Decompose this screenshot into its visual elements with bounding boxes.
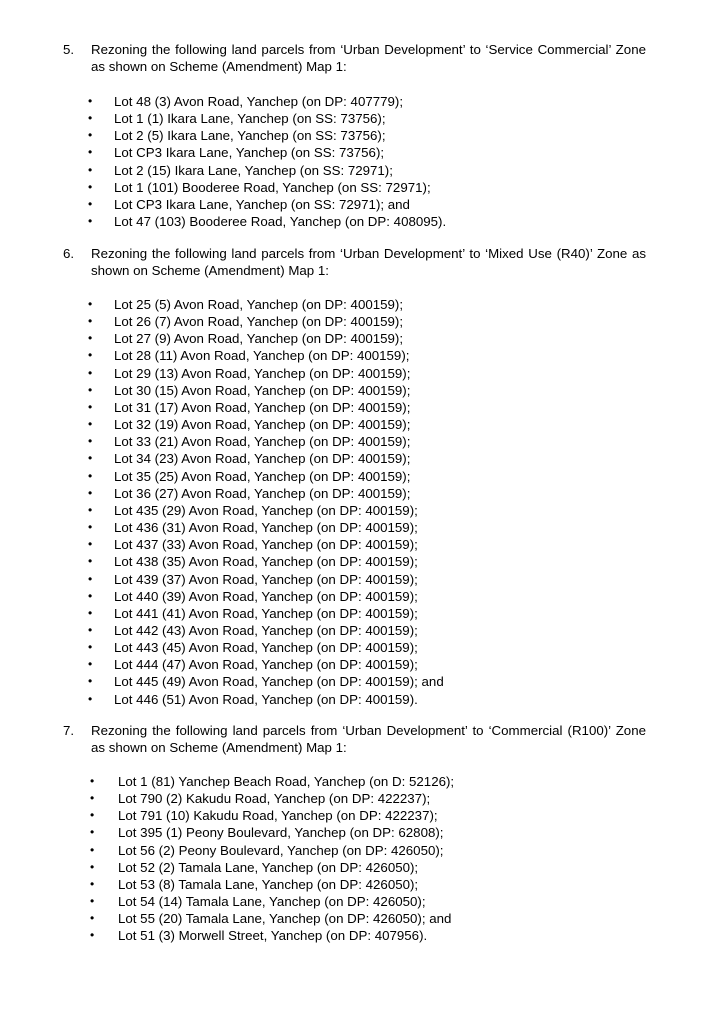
clause-intro: Rezoning the following land parcels from ‘Urban Development’ to ‘Service Commercial’ Zone as shown on Scheme (Amendment) Map 1: [91, 42, 646, 74]
bullet-icon: • [88, 537, 93, 552]
parcel-description: Lot 437 (33) Avon Road, Yanchep (on DP: 400159); [114, 537, 418, 553]
bullet-icon: • [88, 605, 93, 620]
parcel-description: Lot 28 (11) Avon Road, Yanchep (on DP: 400159); [114, 348, 410, 364]
bullet-icon: • [88, 348, 93, 363]
bullet-icon: • [90, 928, 95, 943]
list-item [0, 365, 706, 382]
list-item [0, 382, 706, 399]
parcel-description: Lot 443 (45) Avon Road, Yanchep (on DP: 400159); [114, 640, 418, 656]
list-item [0, 571, 706, 588]
parcel-description: Lot 436 (31) Avon Road, Yanchep (on DP: 400159); [114, 520, 418, 536]
parcel-description: Lot 1 (1) Ikara Lane, Yanchep (on SS: 73756); [114, 111, 386, 127]
list-item [0, 313, 706, 330]
list-item [0, 842, 706, 859]
list-item [0, 416, 706, 433]
list-item [0, 144, 706, 161]
bullet-icon: • [88, 365, 93, 380]
parcel-description: Lot 32 (19) Avon Road, Yanchep (on DP: 400159); [114, 417, 411, 433]
list-item [0, 790, 706, 807]
list-item [0, 536, 706, 553]
list-item [0, 468, 706, 485]
parcel-description: Lot 25 (5) Avon Road, Yanchep (on DP: 400159); [114, 297, 404, 312]
bullet-icon: • [88, 399, 93, 414]
bullet-icon: • [88, 417, 93, 432]
parcel-description: Lot 47 (103) Booderee Road, Yanchep (on DP: 408095). [114, 214, 447, 230]
list-item [0, 622, 706, 639]
parcel-description: Lot 441 (41) Avon Road, Yanchep (on DP: 400159); [114, 605, 418, 621]
parcel-description: Lot 34 (23) Avon Road, Yanchep (on DP: 400159); [114, 451, 411, 467]
bullet-icon: • [88, 434, 93, 449]
parcel-description: Lot 52 (2) Tamala Lane, Yanchep (on DP: 426050); [118, 859, 419, 875]
parcel-description: Lot 30 (15) Avon Road, Yanchep (on DP: 400159); [114, 382, 411, 398]
bullet-icon: • [90, 859, 95, 874]
bullet-icon: • [88, 640, 93, 655]
list-item [0, 927, 706, 944]
bullet-icon: • [88, 520, 93, 535]
bullet-icon: • [90, 791, 95, 806]
bullet-icon: • [88, 297, 93, 311]
parcel-description: Lot 1 (81) Yanchep Beach Road, Yanchep (on D: 52126); [118, 774, 455, 789]
parcel-description: Lot 35 (25) Avon Road, Yanchep (on DP: 400159); [114, 468, 411, 484]
parcel-description: Lot 27 (9) Avon Road, Yanchep (on DP: 400159); [114, 331, 404, 347]
parcel-description: Lot 444 (47) Avon Road, Yanchep (on DP: 400159); [114, 657, 418, 673]
bullet-icon: • [88, 331, 93, 346]
parcel-list-6 [0, 296, 706, 708]
parcel-description: Lot 31 (17) Avon Road, Yanchep (on DP: 400159); [114, 399, 411, 415]
parcel-description: Lot 56 (2) Peony Boulevard, Yanchep (on DP: 426050); [118, 842, 444, 858]
parcel-description: Lot 791 (10) Kakudu Road, Yanchep (on DP: 422237); [118, 808, 438, 824]
list-item [0, 588, 706, 605]
list-item [0, 656, 706, 673]
parcel-description: Lot 53 (8) Tamala Lane, Yanchep (on DP: 426050); [118, 876, 419, 892]
bullet-icon: • [90, 808, 95, 823]
bullet-icon: • [88, 314, 93, 329]
list-item [0, 605, 706, 622]
list-item [0, 433, 706, 450]
bullet-icon: • [88, 502, 93, 517]
list-item [0, 807, 706, 824]
bullet-icon: • [88, 162, 93, 177]
list-item [0, 162, 706, 179]
parcel-description: Lot 26 (7) Avon Road, Yanchep (on DP: 400159); [114, 314, 404, 330]
list-item [0, 330, 706, 347]
bullet-icon: • [90, 911, 95, 926]
bullet-icon: • [88, 145, 93, 160]
parcel-list-7 [0, 773, 706, 945]
parcel-description: Lot 54 (14) Tamala Lane, Yanchep (on DP: 426050); [118, 894, 426, 910]
parcel-description: Lot 395 (1) Peony Boulevard, Yanchep (on DP: 62808); [118, 825, 444, 841]
bullet-icon: • [90, 842, 95, 857]
list-item [0, 110, 706, 127]
bullet-icon: • [88, 588, 93, 603]
parcel-description: Lot CP3 Ikara Lane, Yanchep (on SS: 72971); and [114, 196, 410, 212]
list-item [0, 519, 706, 536]
parcel-description: Lot 51 (3) Morwell Street, Yanchep (on DP: 407956). [118, 928, 428, 944]
parcel-description: Lot 29 (13) Avon Road, Yanchep (on DP: 400159); [114, 365, 411, 381]
bullet-icon: • [88, 691, 93, 706]
parcel-description: Lot 445 (49) Avon Road, Yanchep (on DP: 400159); and [114, 674, 444, 690]
parcel-description: Lot 36 (27) Avon Road, Yanchep (on DP: 400159); [114, 485, 411, 501]
list-item [0, 773, 706, 790]
bullet-icon: • [88, 111, 93, 126]
parcel-description: Lot 446 (51) Avon Road, Yanchep (on DP: 400159). [114, 691, 418, 707]
list-item [0, 450, 706, 467]
bullet-icon: • [88, 382, 93, 397]
clause-intro: Rezoning the following land parcels from ‘Urban Development’ to ‘Mixed Use (R40)’ Zone as shown on Scheme (Amendment) Map 1: [91, 246, 646, 278]
list-item [0, 347, 706, 364]
bullet-icon: • [88, 554, 93, 569]
list-item [0, 213, 706, 230]
bullet-icon: • [88, 571, 93, 586]
list-item [0, 824, 706, 841]
parcel-description: Lot 440 (39) Avon Road, Yanchep (on DP: 400159); [114, 588, 418, 604]
bullet-icon: • [88, 657, 93, 672]
parcel-description: Lot 1 (101) Booderee Road, Yanchep (on SS: 72971); [114, 179, 431, 195]
parcel-description: Lot 2 (5) Ikara Lane, Yanchep (on SS: 73756); [114, 128, 386, 144]
parcel-description: Lot 790 (2) Kakudu Road, Yanchep (on DP: 422237); [118, 791, 431, 807]
bullet-icon: • [88, 485, 93, 500]
bullet-icon: • [90, 876, 95, 891]
bullet-icon: • [88, 179, 93, 194]
list-item [0, 553, 706, 570]
list-item [0, 296, 706, 313]
list-item [0, 639, 706, 656]
parcel-description: Lot 442 (43) Avon Road, Yanchep (on DP: 400159); [114, 622, 418, 638]
bullet-icon: • [88, 128, 93, 143]
bullet-icon: • [88, 674, 93, 689]
bullet-icon: • [88, 468, 93, 483]
clause-number: 6. [63, 246, 75, 261]
bullet-icon: • [90, 825, 95, 840]
list-item [0, 179, 706, 196]
list-item [0, 673, 706, 690]
list-item [0, 691, 706, 708]
bullet-icon: • [90, 894, 95, 909]
list-item [0, 893, 706, 910]
bullet-icon: • [88, 622, 93, 637]
parcel-description: Lot 33 (21) Avon Road, Yanchep (on DP: 400159); [114, 434, 411, 450]
parcel-description: Lot 439 (37) Avon Road, Yanchep (on DP: 400159); [114, 571, 418, 587]
clause-number: 7. [63, 723, 75, 738]
bullet-icon: • [88, 451, 93, 466]
bullet-icon: • [88, 214, 93, 229]
list-item [0, 859, 706, 876]
list-item [0, 127, 706, 144]
clause-number: 5. [63, 42, 75, 57]
list-item [0, 502, 706, 519]
list-item [0, 93, 706, 110]
list-item [0, 399, 706, 416]
parcel-description: Lot 48 (3) Avon Road, Yanchep (on DP: 407779); [114, 94, 404, 109]
bullet-icon: • [88, 94, 93, 108]
parcel-description: Lot 2 (15) Ikara Lane, Yanchep (on SS: 72971); [114, 162, 393, 178]
list-item [0, 196, 706, 213]
bullet-icon: • [90, 774, 95, 788]
parcel-description: Lot 438 (35) Avon Road, Yanchep (on DP: 400159); [114, 554, 418, 570]
list-item [0, 485, 706, 502]
parcel-description: Lot 55 (20) Tamala Lane, Yanchep (on DP: 426050); and [118, 911, 452, 927]
list-item [0, 910, 706, 927]
parcel-description: Lot CP3 Ikara Lane, Yanchep (on SS: 73756); [114, 145, 385, 161]
list-item [0, 876, 706, 893]
parcel-list-5 [0, 93, 706, 230]
parcel-description: Lot 435 (29) Avon Road, Yanchep (on DP: 400159); [114, 502, 418, 518]
clause-intro: Rezoning the following land parcels from ‘Urban Development’ to ‘Commercial (R100)’ Zone as shown on Scheme (Amendment) Map 1: [91, 723, 646, 755]
bullet-icon: • [88, 196, 93, 211]
